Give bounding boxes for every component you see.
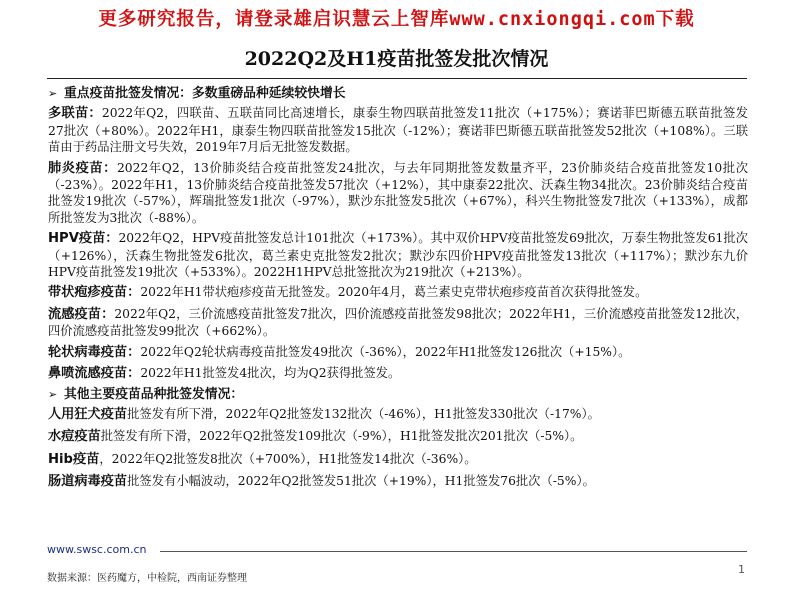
item-body: 批签发有小幅波动，2022年Q2批签发51批次（+19%），H1批签发76批次（-5%）。 bbox=[127, 474, 595, 489]
paragraph-nasal-flu-vaccine bbox=[48, 365, 748, 382]
paragraph-hib-vaccine bbox=[48, 451, 748, 468]
item-body: 2022年Q2轮状病毒疫苗批签发49批次（-36%），2022年H1批签发126批次（+15%）。 bbox=[140, 344, 631, 359]
arrow-bullet-icon: ➢ bbox=[48, 87, 58, 100]
page-number: 1 bbox=[738, 563, 745, 576]
other-vaccines-list bbox=[48, 406, 748, 491]
item-body: 2022年H1批签发4批次，均为Q2获得批签发。 bbox=[140, 366, 401, 381]
item-body: 2022年Q2，13价肺炎结合疫苗批签发24批次，与去年同期批签发数量齐平，23价肺炎结合疫苗批签发10批次（-23%）。2022年H1，13价肺炎结合疫苗批签发57批次（+12%），其中康泰22批次、沃森生物34批次。23价肺炎结合疫苗批签发19批次（-57%），辉瑞批签发1批次（-97%），默沙东批签发5批次（+67%），科兴生物批签发7批次（+133%），成都所批签发为3批次（-88%）。 bbox=[48, 160, 749, 225]
item-head: 轮状病毒疫苗： bbox=[48, 344, 141, 360]
item-body: ，2022年Q2批签发8批次（+700%），H1批签发14批次（-36%）。 bbox=[99, 451, 477, 466]
item-body: 2022年Q2，三价流感疫苗批签发7批次，四价流感疫苗批签发98批次；2022年H1，三价流感疫苗批签发12批次，四价流感疫苗批签发99批次（+662%）。 bbox=[48, 306, 748, 339]
paragraph-rotavirus-vaccine bbox=[48, 344, 748, 361]
title-divider bbox=[47, 78, 747, 79]
footer-divider bbox=[160, 551, 747, 552]
item-head: 肺炎疫苗： bbox=[48, 160, 117, 176]
item-head: 多联苗： bbox=[48, 106, 102, 122]
paragraph-combo-vaccine bbox=[48, 105, 748, 155]
section-heading-label: 重点疫苗批签发情况：多数重磅品种延续较快增长 bbox=[64, 86, 346, 101]
paragraph-zoster-vaccine bbox=[48, 284, 748, 301]
item-head: HPV疫苗： bbox=[48, 231, 119, 247]
paragraph-rabies-vaccine bbox=[48, 406, 748, 423]
paragraph-enterovirus-vaccine bbox=[48, 473, 748, 490]
section-heading-label: 其他主要疫苗品种批签发情况： bbox=[64, 386, 244, 402]
item-head: 鼻喷流感疫苗： bbox=[48, 366, 141, 382]
item-body: 批签发有所下滑，2022年Q2批签发132批次（-46%），H1批签发330批次（-17%）。 bbox=[127, 406, 600, 421]
item-head: 水痘疫苗 bbox=[48, 429, 101, 445]
paragraph-flu-vaccine bbox=[48, 306, 748, 340]
paragraph-hpv-vaccine bbox=[48, 230, 748, 280]
page-title: 2022Q2及H1疫苗批签发批次情况 bbox=[244, 48, 549, 70]
item-body: 2022年H1带状疱疹疫苗无批签发。2020年4月，葛兰素史克带状疱疹疫苗首次获得批签发。 bbox=[140, 285, 648, 300]
section-heading-other-vaccines bbox=[48, 387, 748, 403]
item-body: 批签发有所下滑，2022年Q2批签发109批次（-9%），H1批签发批次201批次（-5%）。 bbox=[100, 429, 583, 444]
item-head: Hib疫苗 bbox=[48, 451, 100, 467]
paragraph-pneumonia-vaccine bbox=[48, 160, 748, 227]
arrow-bullet-icon: ➢ bbox=[48, 387, 58, 401]
item-head: 人用狂犬疫苗 bbox=[48, 406, 128, 422]
download-banner[interactable]: 更多研究报告，请登录雄启识慧云上智库www.cnxiongqi.com下载 bbox=[98, 9, 695, 30]
item-body: 2022年Q2，四联苗、五联苗同比高速增长，康泰生物四联苗批签发11批次（+175%）；赛诺菲巴斯德五联苗批签发27批次（+80%）。2022年H1，康泰生物四联苗批签发15批次（-12%）；赛诺菲巴斯德五联苗批签发52批次（+108%）。三联苗由于药品注册文号失效，2019年7月后无批签发数据。 bbox=[48, 106, 748, 155]
paragraph-varicella-vaccine bbox=[48, 428, 748, 445]
main-content bbox=[48, 86, 748, 496]
item-head: 带状疱疹疫苗： bbox=[48, 285, 141, 301]
item-head: 肠道病毒疫苗 bbox=[48, 474, 128, 490]
item-head: 流感疫苗： bbox=[48, 306, 115, 322]
footer-website-link[interactable]: www.swsc.com.cn bbox=[47, 543, 147, 556]
data-source-note: 数据来源：医药魔方，中检院，西南证券整理 bbox=[47, 573, 247, 584]
item-body: 2022年Q2，HPV疫苗批签发总计101批次（+173%）。其中双价HPV疫苗批签发69批次，万泰生物批签发61批次（+126%），沃森生物批签发6批次，葛兰素史克批签发2批次；默沙东四价HPV疫苗批签发13批次（+117%）；默沙东九价HPV疫苗批签发19批次（+533%）。2022H1HPV总批签批次为219批次（+213%）。 bbox=[48, 231, 748, 280]
section-heading-key-vaccines bbox=[48, 86, 748, 102]
